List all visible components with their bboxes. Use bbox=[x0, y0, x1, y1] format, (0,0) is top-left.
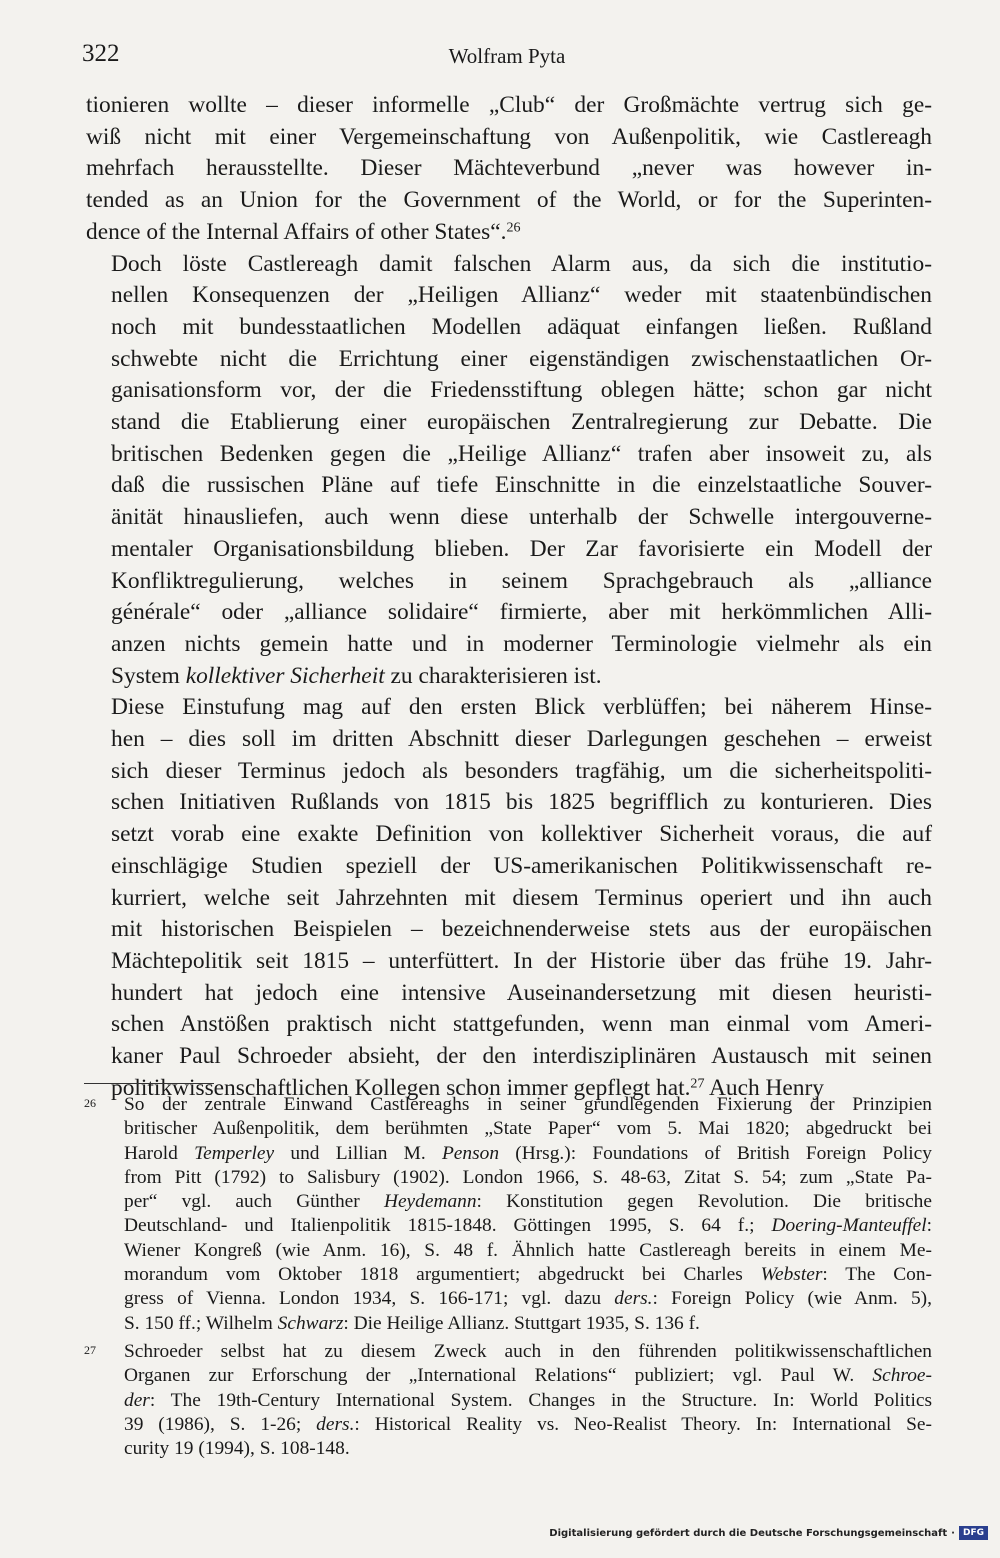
text-line bbox=[86, 661, 932, 693]
footnote-ref: 26 bbox=[506, 219, 521, 236]
text-line: kurriert, welche seit Jahrzehnten mit diesem Terminus operiert und ihn auch bbox=[111, 884, 932, 911]
paragraph bbox=[86, 90, 932, 249]
footnote-line: curity 19 (1994), S. 108-148. bbox=[124, 1438, 350, 1460]
text-line: Mächtepolitik seit 1815 – unterfüttert. In der Historie über das frühe 19. Jahr- bbox=[111, 947, 932, 974]
footnote-line: Schroeder selbst hat zu diesem Zweck auch in den führenden politikwissenschaftlichen bbox=[124, 1340, 932, 1362]
credit-text: Digitalisierung gefördert durch die Deutsche Forschungsgemeinschaft bbox=[549, 1527, 948, 1539]
text-line: setzt vorab eine exakte Definition von kollektiver Sicherheit voraus, die auf bbox=[111, 821, 932, 848]
footnote-line: So der zentrale Einwand Castlereaghs in seiner grundlegenden Fixierung der Prinzipien bbox=[124, 1094, 932, 1115]
footnote-line: Harold Temperley und Lillian M. Penson (Hrsg.): Foundations of British Foreign Policy bbox=[124, 1142, 932, 1164]
author-name: Temperley bbox=[194, 1142, 275, 1164]
text-line: mit historischen Beispielen – bezeichnenderweise stets aus der europäischen bbox=[111, 916, 932, 943]
footnote-ref: 27 bbox=[690, 1075, 705, 1092]
footnote-26 bbox=[84, 1093, 932, 1336]
text-line: nellen Konsequenzen der „Heiligen Allianz“ weder mit staatenbündischen bbox=[111, 282, 932, 309]
text-segment: System bbox=[111, 662, 186, 689]
text-line: ganisationsform vor, der die Friedensstiftung oblegen hätte; schon gar nicht bbox=[111, 377, 932, 404]
text-line: einschlägige Studien speziell der US-amerikanischen Politikwissenschaft re- bbox=[111, 852, 932, 879]
text-line: générale“ oder „alliance solidaire“ firmierte, aber mit herkömmlichen Alli- bbox=[111, 599, 932, 626]
text-line: dence of the Internal Affairs of other States“.$^{26}$ bbox=[86, 218, 521, 245]
text-line: hundert hat jedoch eine intensive Auseinandersetzung mit diesen heuristi- bbox=[111, 979, 932, 1006]
text-line: mehrfach herausstellte. Dieser Mächteverbund „never was however in- bbox=[86, 155, 932, 182]
author-name: Heydemann bbox=[383, 1191, 477, 1213]
text-line: hen – dies soll im dritten Abschnitt dieser Darlegungen geschehen – erweist bbox=[111, 726, 932, 753]
footnote-divider bbox=[84, 1083, 214, 1084]
text-line: stand die Etablierung einer europäischen Zentralregierung zur Debatte. Die bbox=[111, 409, 932, 436]
footnote-line: per“ vgl. auch Günther Heydemann: Konstitution gegen Revolution. Die britische bbox=[124, 1191, 932, 1213]
paragraph bbox=[86, 692, 932, 1104]
footnote-line: morandum vom Oktober 1818 argumentiert; abgedruckt bei Charles Webster: The Con- bbox=[124, 1264, 932, 1286]
footnotes bbox=[84, 1093, 932, 1465]
text-line: mentaler Organisationsbildung blieben. Der Zar favorisierte ein Modell der bbox=[111, 535, 932, 562]
text-line: Konfliktregulierung, welches in seinem Sprachgebrauch als „alliance bbox=[111, 567, 932, 594]
footnote-line: Organen zur Erforschung der „International Relations“ publiziert; vgl. Paul W. Schroe- bbox=[124, 1365, 932, 1387]
author-name: Doering-Manteuffel bbox=[771, 1215, 927, 1237]
footnote-number: 26 bbox=[84, 1096, 96, 1110]
author-name: Schroe- bbox=[872, 1365, 932, 1387]
text-line: anzen nichts gemein hatte und in moderner Terminologie vielmehr als ein bbox=[111, 630, 932, 657]
text-line: schwebte nicht die Errichtung einer eigenständigen zwischenstaatlichen Or- bbox=[111, 345, 932, 372]
footnote-line: der: The 19th-Century International System. Changes in the Structure. In: World Politics bbox=[124, 1389, 932, 1411]
author-name: der bbox=[124, 1389, 150, 1411]
text-line: sich dieser Terminus jedoch als besonders tragfähig, um die sicherheitspoliti- bbox=[111, 757, 932, 784]
footnote-line: britischer Außenpolitik, dem berühmten „State Paper“ vom 5. Mai 1820; abgedruckt bei bbox=[124, 1118, 932, 1140]
author-name: ders. bbox=[316, 1413, 355, 1435]
author-name: Webster bbox=[760, 1264, 823, 1286]
text-line: daß die russischen Pläne auf tiefe Einschnitte in die einzelstaatliche Souver- bbox=[111, 472, 932, 499]
text-line: änität hinausliefen, auch wenn diese unterhalb der Schwelle intergouverne- bbox=[111, 504, 932, 531]
footnote-line: Wiener Kongreß (wie Anm. 16), S. 48 f. Ähnlich hatte Castlereagh bereits in einem Me- bbox=[124, 1239, 932, 1261]
text-line: tended as an Union for the Government of the World, or for the Superinten- bbox=[86, 187, 932, 214]
digitization-credit: Digitalisierung gefördert durch die Deutsche Forschungsgemeinschaft · DFG bbox=[549, 1526, 988, 1540]
text-line: Doch löste Castlereagh damit falschen Alarm aus, da sich die institutio- bbox=[111, 250, 932, 277]
author-name: Penson bbox=[441, 1142, 500, 1164]
footnote-line: Deutschland- und Italienpolitik 1815-1848. Göttingen 1995, S. 64 f.; Doering-Manteuffel: bbox=[124, 1215, 932, 1237]
text-line: schen Initiativen Rußlands von 1815 bis 1825 begrifflich zu konturieren. Dies bbox=[111, 789, 932, 816]
text-line: tionieren wollte – dieser informelle „Club“ der Großmächte vertrug sich ge- bbox=[86, 92, 932, 118]
footnote-line: S. 150 ff.; Wilhelm Schwarz: Die Heilige Allianz. Stuttgart 1935, S. 136 f. bbox=[124, 1312, 700, 1334]
author-name: ders. bbox=[614, 1288, 653, 1310]
text-line: wiß nicht mit einer Vergemeinschaftung von Außenpolitik, wie Castlereagh bbox=[86, 123, 932, 150]
text-line: noch mit bundesstaatlichen Modellen adäquat einfangen ließen. Rußland bbox=[111, 313, 932, 340]
footnote-line: gress of Vienna. London 1934, S. 166-171; vgl. dazu ders.: Foreign Policy (wie Anm. 5), bbox=[124, 1288, 932, 1310]
footnote-line: from Pitt (1792) to Salisbury (1902). London 1966, S. 48-63, Zitat S. 54; zum „State Pa- bbox=[124, 1166, 932, 1188]
text-line: Diese Einstufung mag auf den ersten Blick verblüffen; bei näherem Hinse- bbox=[111, 694, 932, 721]
text-segment: zu charakterisieren ist. bbox=[384, 662, 602, 689]
footnote-27 bbox=[84, 1340, 932, 1461]
text-segment: politikwissenschaftlichen Kollegen schon immer gepflegt hat. bbox=[111, 1074, 691, 1101]
emphasized-term: kollektiver Sicherheit bbox=[185, 662, 385, 689]
page-header bbox=[82, 40, 932, 74]
body-text bbox=[86, 90, 932, 1105]
author-name: Schwarz bbox=[277, 1312, 344, 1334]
paragraph bbox=[86, 249, 932, 693]
text-line: schen Anstößen praktisch nicht stattgefunden, wenn man einmal vom Ameri- bbox=[111, 1011, 932, 1038]
dfg-logo: DFG bbox=[959, 1526, 988, 1540]
page-number: 322 bbox=[82, 40, 120, 67]
footnote-line: 39 (1986), S. 1-26; ders.: Historical Reality vs. Neo-Realist Theory. In: International Se- bbox=[124, 1413, 933, 1435]
text-line: britischen Bedenken gegen die „Heilige Allianz“ trafen aber insoweit zu, als bbox=[111, 440, 932, 467]
text-segment: Auch Henry bbox=[704, 1074, 824, 1101]
footnote-number: 27 bbox=[84, 1342, 96, 1357]
running-head-author: Wolfram Pyta bbox=[448, 44, 566, 68]
text-line: kaner Paul Schroeder absieht, der den interdisziplinären Austausch mit seinen bbox=[111, 1043, 932, 1070]
